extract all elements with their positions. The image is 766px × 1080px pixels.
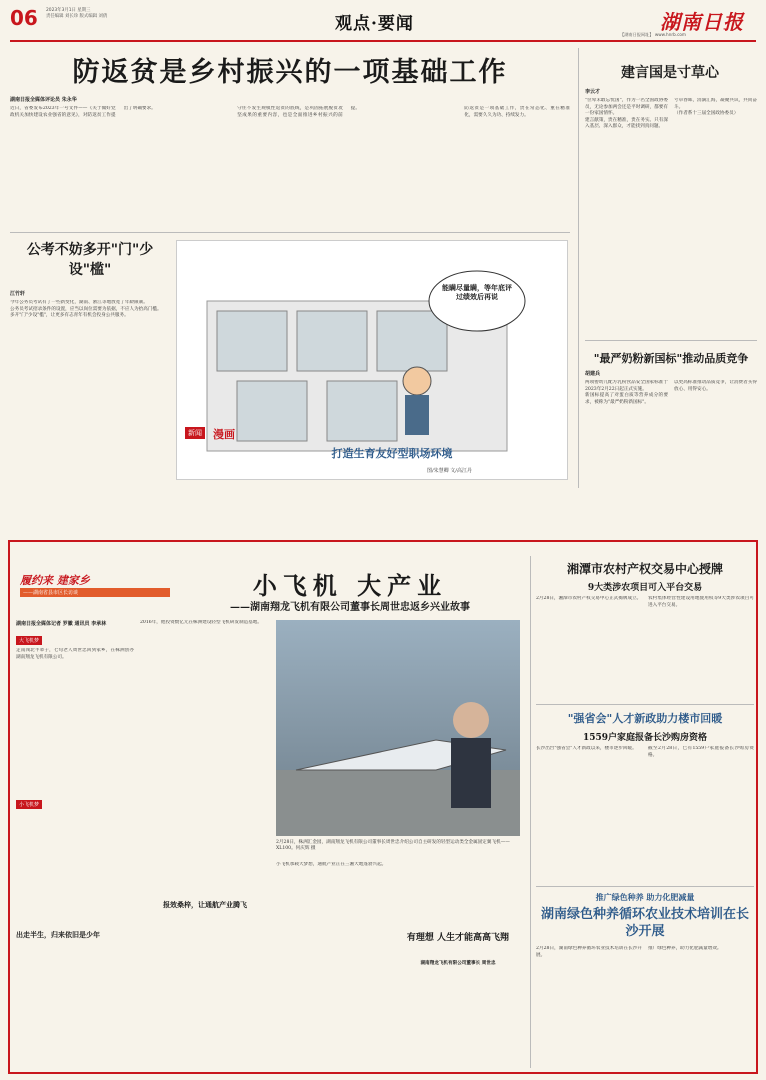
a3-title: 公考不妨多开"门"少设"槛" xyxy=(26,242,154,278)
feature-p1: 走南闯北半辈子，七旬老人周世忠回到家乡，在株洲创办湖南翔龙飞机有限公司。 xyxy=(16,648,134,660)
feature-kicker: 履约来 建家乡 xyxy=(20,574,90,587)
a1-body xyxy=(10,106,570,226)
feature-quote2: 报效桑梓，让通航产业腾飞 xyxy=(163,900,247,909)
a3-body xyxy=(10,300,170,532)
meta-editor: 责任编辑 刘长珍 版式编辑 刘倩 xyxy=(46,14,108,19)
divider-a6 xyxy=(536,886,754,887)
a1-p1: 近日，省委发布2023年一号文件——《关于做好党政机关加快建设农业强省的意见》，对防返贫工作提出了明确要求。 xyxy=(10,106,156,118)
a5-p2: 农村集体经营性建设用地使用权等9大类涉农项目可进入平台交易。 xyxy=(648,596,754,608)
feature-sec1: 大飞机梦 xyxy=(16,636,42,645)
a6-title: "强省会"人才新政助力楼市回暖 xyxy=(567,712,723,725)
cartoon-tag: 漫画 xyxy=(213,428,235,441)
a2-note: （作者系十三届全国政协委员） xyxy=(674,111,739,117)
a3-p1: 今年公务员考试有了一些新变化，湖南、浙江等地放宽了年龄限制。 xyxy=(10,300,148,305)
feature-photo-caption: 2月28日，株洲汇金园，湖南翔龙飞机有限公司董事长周世忠介绍公司自主研发的轻型运动类全金属固定翼飞机——XL100。何庆辉 摄 xyxy=(276,840,510,851)
a2-p3: 寸草春晖，涓滴汇海，凝聚共识，共同奋斗。 xyxy=(674,98,757,110)
a5-p1: 2月28日，湘潭市农村产权交易中心正式揭牌成立。 xyxy=(536,596,642,601)
a4-p2: 新国标提高了对蛋白质等营养成分的要求，被称为"最严奶粉新国标"。 xyxy=(585,393,668,405)
a4-title: "最严奶粉新国标"推动品质竞争 xyxy=(593,352,749,365)
feature-photo xyxy=(276,620,520,836)
a4-p3: 以更高标准推动品质竞争，让消费者买得放心、用得安心。 xyxy=(674,380,757,392)
a2-byline: 李云才 xyxy=(585,89,601,95)
section-title: 观点·要闻 xyxy=(335,14,414,34)
a2-title: 建言国是寸草心 xyxy=(621,65,719,81)
header-rule xyxy=(10,40,756,42)
a7-body xyxy=(536,946,754,1066)
newspaper-logo: 湖南日报 xyxy=(660,10,744,34)
divider-a2 xyxy=(585,340,757,341)
meta-date: 2023年3月1日 星期三 xyxy=(46,8,91,13)
header-url: 【湖南日报网址】 www.hnrb.com xyxy=(620,32,687,37)
a3-p2: 公务员考试招录条件的设置，应当以岗位需要为依据，不应人为抬高门槛。 xyxy=(10,306,162,312)
a6-sub: 1559户家庭报备长沙购房资格 xyxy=(582,733,708,743)
a1-p2: 守住不发生规模性返贫的底线，是巩固拓展脱贫攻坚成果的重要内容，也是全面推进乡村振兴的前提。 xyxy=(237,106,360,118)
a4-p1: 两项婴幼儿配方乳粉食品安全国家标准于2023年2月22日起正式实施。 xyxy=(585,380,668,392)
a2-p1: "位卑未敢忘忧国"，作为一名全国政协委员，无论参加两会还是平时调研，都要有一份家国情怀。 xyxy=(585,98,668,117)
divider-a1 xyxy=(10,232,570,233)
feature-p3: 小飞机承载大梦想，通航产业正在三湘大地蓬勃兴起。 xyxy=(276,862,387,867)
airplane-photo-illustration xyxy=(276,620,520,836)
feature-body-col2 xyxy=(140,620,270,890)
feature-quote1: 出走半生，归来依旧是少年 xyxy=(16,930,100,939)
page-meta xyxy=(46,8,166,20)
page-number: 06 xyxy=(10,6,38,30)
a7-kicker: 推广绿色种养 助力化肥减量 xyxy=(595,892,695,902)
cartoon-bubble: 能瞒尽量瞒，等年底评过绩效后再说 xyxy=(442,283,512,301)
feature-p2: 2016年，他投资数亿元在株洲建设轻型飞机研发制造基地。 xyxy=(140,620,262,625)
column-divider xyxy=(578,48,579,488)
feature-sec2: 小飞机梦 xyxy=(16,800,42,809)
feature-subtitle2-byline: 湖南翔龙飞机有限公司董事长 周世忠 xyxy=(420,961,496,966)
feature-kicker-sub: ——湖南省县市区长访谈 xyxy=(20,588,170,597)
a1-byline: 湖南日报全媒体评论员 朱永华 xyxy=(10,97,77,103)
divider-a5 xyxy=(536,704,754,705)
a1-p3: 防返贫是一项基础工作，贵在常态化、重在精准化，需要久久为功、持续发力。 xyxy=(464,106,570,118)
a6-p2: 截至2月28日，已有1559户家庭报备长沙购房资格。 xyxy=(648,746,754,758)
feature-subtitle: ——湖南翔龙飞机有限公司董事长周世忠返乡兴业故事 xyxy=(230,602,470,613)
a5-title: 湘潭市农村产权交易中心授牌 xyxy=(566,562,723,576)
cartoon-stamp: 新闻 xyxy=(185,427,205,439)
cartoon-title: 打造生育友好型职场环境 xyxy=(331,447,453,460)
a2-p2: 建言献策，贵在精准，贵在务实。只有深入基层、深入群众，才能找到真问题。 xyxy=(585,117,668,130)
a4-byline: 胡建兵 xyxy=(585,371,601,377)
a4-body xyxy=(585,380,757,530)
a2-body xyxy=(585,98,757,253)
feature-body-col1 xyxy=(16,648,134,798)
feature-title: 小飞机 大产业 xyxy=(252,571,448,600)
cartoon-credit: 图/朱慧卿 文/高江丹 xyxy=(427,468,472,474)
a7-p1: 2月28日，湖南绿色种养循环农业技术培训在长沙开展。 xyxy=(536,946,642,958)
a5-sub: 9大类涉农项目可入平台交易 xyxy=(587,583,703,593)
a6-body xyxy=(536,746,754,876)
feature-divider xyxy=(530,556,531,1068)
a1-title: 防返贫是乡村振兴的一项基础工作 xyxy=(72,57,508,88)
feature-byline: 湖南日报全媒体记者 罗徽 通讯员 李承林 xyxy=(16,621,107,627)
a3-p3: 多开"门"少设"槛"，让更多有志青年有机会投身公共服务。 xyxy=(10,313,129,319)
a5-body xyxy=(536,596,754,691)
a7-title: 湖南绿色种养循环农业技术培训在长沙开展 xyxy=(540,907,749,939)
a7-p2: 推广绿色种养，助力化肥减量增效。 xyxy=(648,946,722,951)
a6-p1: 长沙出台"强省会"人才新政以来，楼市逐步回暖。 xyxy=(536,746,637,751)
cartoon-panel xyxy=(176,240,568,480)
a3-byline: 江竹轩 xyxy=(10,291,26,297)
feature-subtitle2: 有理想 人生才能高高飞翔 xyxy=(406,933,510,943)
